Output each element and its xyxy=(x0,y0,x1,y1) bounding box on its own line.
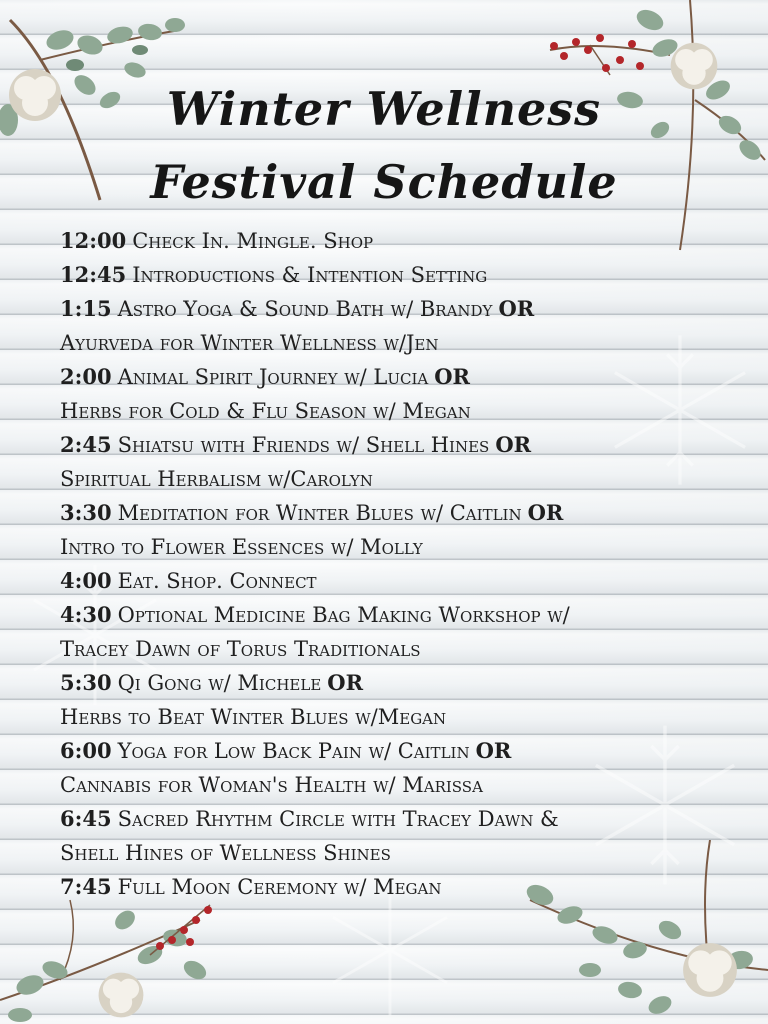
schedule-line xyxy=(60,428,750,462)
schedule-list xyxy=(60,224,750,904)
cotton-flower-icon xyxy=(680,940,740,1000)
schedule-line xyxy=(60,360,750,394)
schedule-activity: Ayurveda for Winter Wellness w/Jen xyxy=(60,331,439,355)
schedule-time: 1:15 xyxy=(60,296,112,321)
schedule-or-label: OR xyxy=(498,296,535,321)
schedule-line xyxy=(60,496,750,530)
schedule-activity: Animal Spirit Journey w/ Lucia xyxy=(117,365,429,389)
schedule-line xyxy=(60,326,750,360)
schedule-time: 12:00 xyxy=(60,228,127,253)
schedule-line xyxy=(60,292,750,326)
schedule-activity: Astro Yoga & Sound Bath w/ Brandy xyxy=(117,297,493,321)
schedule-activity: Herbs to Beat Winter Blues w/Megan xyxy=(60,705,447,729)
schedule-line xyxy=(60,394,750,428)
schedule-line xyxy=(60,530,750,564)
schedule-line xyxy=(60,598,750,632)
poster-title-line-2: Festival Schedule xyxy=(150,155,618,209)
schedule-line xyxy=(60,462,750,496)
schedule-activity: Optional Medicine Bag Making Workshop w/ xyxy=(117,603,570,627)
schedule-line xyxy=(60,564,750,598)
schedule-or-label: OR xyxy=(495,432,532,457)
schedule-line xyxy=(60,700,750,734)
schedule-activity: Check In. Mingle. Shop xyxy=(132,229,374,253)
schedule-activity: Qi Gong w/ Michele xyxy=(117,671,322,695)
schedule-line xyxy=(60,802,750,836)
schedule-line xyxy=(60,632,750,666)
schedule-activity: Shiatsu with Friends w/ Shell Hines xyxy=(117,433,490,457)
schedule-time: 12:45 xyxy=(60,262,127,287)
schedule-time: 5:30 xyxy=(60,670,112,695)
poster-title-line-1: Winter Wellness xyxy=(166,82,602,136)
schedule-activity: Sacred Rhythm Circle with Tracey Dawn & xyxy=(117,807,559,831)
cotton-flower-icon xyxy=(96,970,146,1020)
schedule-activity: Shell Hines of Wellness Shines xyxy=(60,841,391,865)
schedule-or-label: OR xyxy=(327,670,364,695)
schedule-activity: Intro to Flower Essences w/ Molly xyxy=(60,535,423,559)
schedule-time: 4:30 xyxy=(60,602,112,627)
schedule-time: 4:00 xyxy=(60,568,112,593)
schedule-activity: Spiritual Herbalism w/Carolyn xyxy=(60,467,373,491)
schedule-activity: Full Moon Ceremony w/ Megan xyxy=(117,875,442,899)
schedule-or-label: OR xyxy=(527,500,564,525)
schedule-activity: Herbs for Cold & Flu Season w/ Megan xyxy=(60,399,471,423)
schedule-or-label: OR xyxy=(475,738,512,763)
schedule-activity: Cannabis for Woman's Health w/ Marissa xyxy=(60,773,483,797)
schedule-activity: Meditation for Winter Blues w/ Caitlin xyxy=(117,501,522,525)
schedule-time: 3:30 xyxy=(60,500,112,525)
schedule-activity: Eat. Shop. Connect xyxy=(117,569,317,593)
schedule-line xyxy=(60,768,750,802)
schedule-line xyxy=(60,224,750,258)
schedule-activity: Introductions & Intention Setting xyxy=(132,263,488,287)
schedule-line xyxy=(60,666,750,700)
schedule-time: 6:45 xyxy=(60,806,112,831)
red-berry-sprig-icon xyxy=(140,900,220,960)
schedule-line xyxy=(60,870,750,904)
schedule-line xyxy=(60,836,750,870)
schedule-activity: Tracey Dawn of Torus Traditionals xyxy=(60,637,421,661)
schedule-line xyxy=(60,258,750,292)
schedule-time: 2:00 xyxy=(60,364,112,389)
schedule-time: 2:45 xyxy=(60,432,112,457)
schedule-line xyxy=(60,734,750,768)
schedule-time: 7:45 xyxy=(60,874,112,899)
schedule-time: 6:00 xyxy=(60,738,112,763)
schedule-or-label: OR xyxy=(434,364,470,389)
schedule-activity: Yoga for Low Back Pain w/ Caitlin xyxy=(117,739,470,763)
